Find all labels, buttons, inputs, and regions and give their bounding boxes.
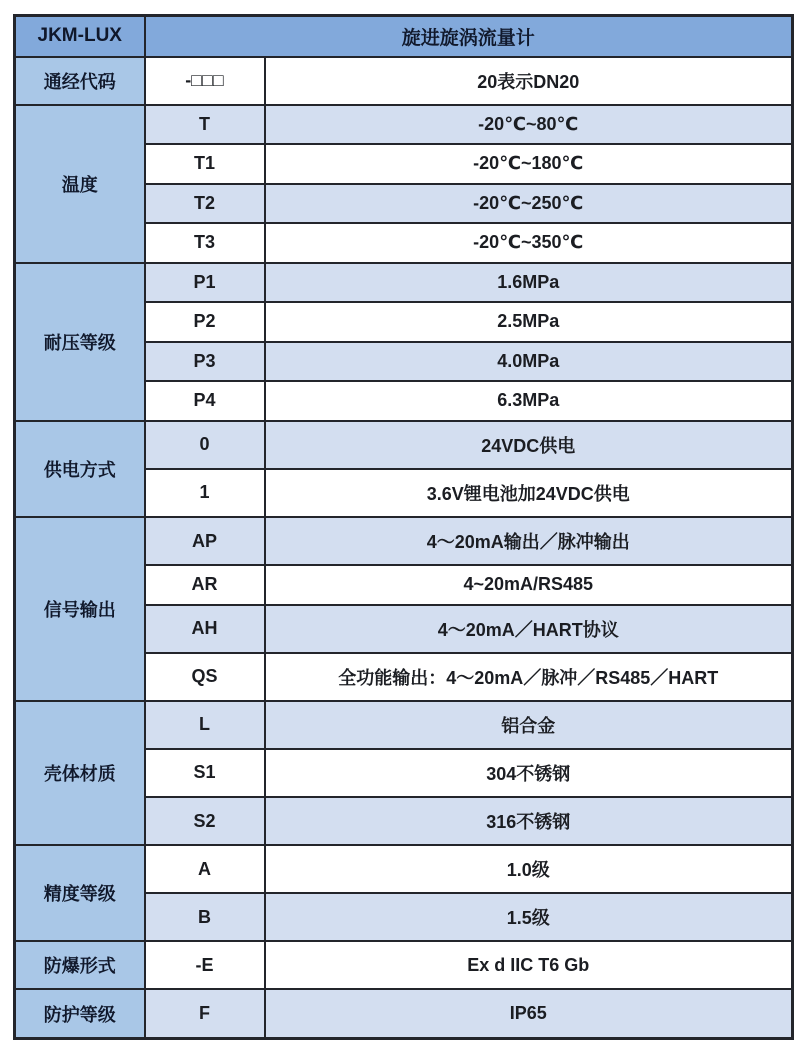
value-cell: Ex d IIC T6 Gb (265, 941, 793, 989)
code-cell: P2 (145, 302, 265, 342)
code-cell: L (145, 701, 265, 749)
value-cell: 316不锈钢 (265, 797, 793, 845)
code-cell: T (145, 105, 265, 145)
spec-table (13, 14, 794, 1040)
product-title-cell: 旋进旋涡流量计 (145, 16, 793, 57)
code-cell: P1 (145, 263, 265, 303)
category-cell-signal-output: 信号输出 (15, 517, 145, 701)
table-header-row (15, 16, 793, 57)
value-cell: 304不锈钢 (265, 749, 793, 797)
value-cell: 1.5级 (265, 893, 793, 941)
category-cell-diameter-code: 通经代码 (15, 57, 145, 105)
value-cell: 4.0MPa (265, 342, 793, 382)
code-cell: QS (145, 653, 265, 701)
category-cell-power-supply: 供电方式 (15, 421, 145, 517)
table-row (15, 57, 793, 105)
code-cell: B (145, 893, 265, 941)
value-cell: 20表示DN20 (265, 57, 793, 105)
category-cell-pressure-rating: 耐压等级 (15, 263, 145, 421)
code-cell: S2 (145, 797, 265, 845)
value-cell: 1.6MPa (265, 263, 793, 303)
code-cell: AR (145, 565, 265, 605)
table-row (15, 989, 793, 1038)
code-cell: T3 (145, 223, 265, 263)
code-cell: F (145, 989, 265, 1038)
code-cell: A (145, 845, 265, 893)
value-cell: IP65 (265, 989, 793, 1038)
value-cell: -20℃~80℃ (265, 105, 793, 145)
value-cell: 1.0级 (265, 845, 793, 893)
value-cell: 3.6V锂电池加24VDC供电 (265, 469, 793, 517)
code-cell: S1 (145, 749, 265, 797)
table-row (15, 517, 793, 565)
value-cell: -20℃~250℃ (265, 184, 793, 224)
value-cell: 全功能输出：4～20mA／脉冲／RS485／HART (265, 653, 793, 701)
code-cell: T1 (145, 144, 265, 184)
code-cell: AH (145, 605, 265, 653)
table-row (15, 105, 793, 145)
table-row (15, 845, 793, 893)
code-cell: -E (145, 941, 265, 989)
code-cell: -□□□ (145, 57, 265, 105)
category-cell-protection-rating: 防护等级 (15, 989, 145, 1038)
code-cell: 1 (145, 469, 265, 517)
model-cell: JKM-LUX (15, 16, 145, 57)
category-cell-explosion-proof-type: 防爆形式 (15, 941, 145, 989)
category-cell-accuracy-class: 精度等级 (15, 845, 145, 941)
value-cell: 铝合金 (265, 701, 793, 749)
category-cell-temperature: 温度 (15, 105, 145, 263)
value-cell: 4～20mA／HART协议 (265, 605, 793, 653)
code-cell: P4 (145, 381, 265, 421)
code-cell: P3 (145, 342, 265, 382)
category-cell-housing-material: 壳体材质 (15, 701, 145, 845)
code-cell: T2 (145, 184, 265, 224)
value-cell: 2.5MPa (265, 302, 793, 342)
value-cell: 4~20mA/RS485 (265, 565, 793, 605)
table-row (15, 941, 793, 989)
code-cell: 0 (145, 421, 265, 469)
table-row (15, 263, 793, 303)
value-cell: 6.3MPa (265, 381, 793, 421)
value-cell: 24VDC供电 (265, 421, 793, 469)
code-cell: AP (145, 517, 265, 565)
value-cell: -20℃~350℃ (265, 223, 793, 263)
value-cell: -20℃~180℃ (265, 144, 793, 184)
table-row (15, 701, 793, 749)
table-row (15, 421, 793, 469)
value-cell: 4～20mA输出／脉冲输出 (265, 517, 793, 565)
